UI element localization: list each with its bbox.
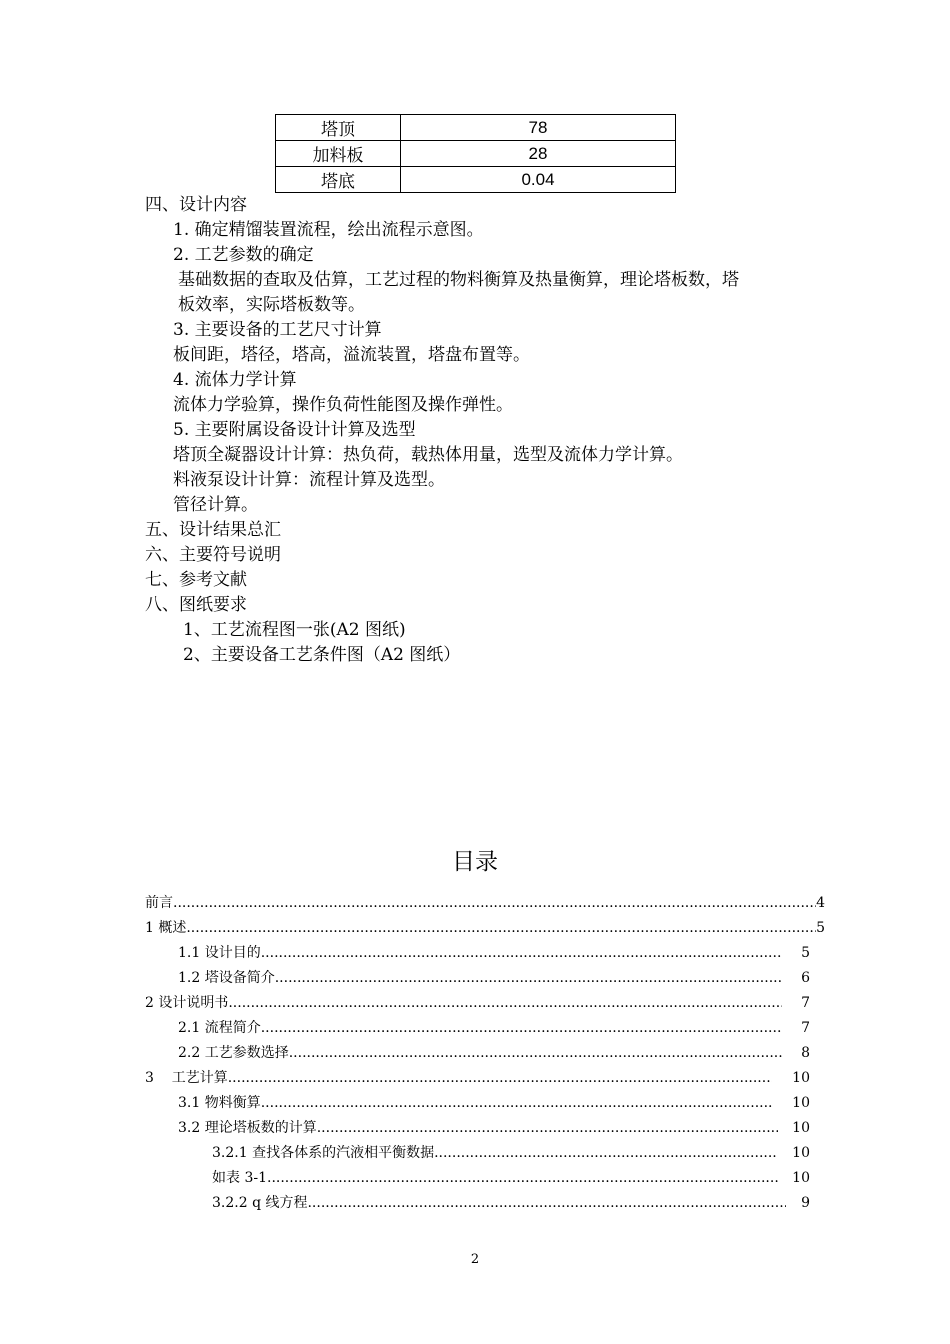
table-row xyxy=(276,115,676,141)
toc-entry[interactable] xyxy=(178,944,810,962)
toc-leader xyxy=(434,1144,778,1162)
toc-entry-label: 2 设计说明书 xyxy=(145,995,229,1011)
toc-entry-page: 9 xyxy=(801,1195,810,1211)
toc-leader xyxy=(307,1194,786,1212)
toc-leader xyxy=(267,1169,778,1187)
toc-entry-page: 10 xyxy=(792,1120,810,1136)
section-heading: 八、图纸要求 xyxy=(145,595,247,615)
list-item: 2、主要设备工艺条件图（A2 图纸） xyxy=(183,645,461,665)
toc-entry-page: 5 xyxy=(801,945,810,961)
toc-entry-label: 1 概述 xyxy=(145,920,187,936)
toc-entry-label: 2.1 流程简介 xyxy=(178,1020,261,1036)
paragraph-line: 塔顶全凝器设计计算：热负荷，载热体用量，选型及流体力学计算。 xyxy=(173,445,683,465)
toc-entry-label: 3.2 理论塔板数的计算 xyxy=(178,1120,317,1136)
paragraph-line: 基础数据的查取及估算，工艺过程的物料衡算及热量衡算，理论塔板数，塔 xyxy=(178,270,739,290)
toc-entry[interactable] xyxy=(145,994,810,1012)
toc-entry-page: 10 xyxy=(792,1145,810,1161)
toc-entry-label: 3.1 物料衡算 xyxy=(178,1095,261,1111)
toc-entry-page: 6 xyxy=(801,970,810,986)
paragraph-line: 料液泵设计计算：流程计算及选型。 xyxy=(173,470,445,490)
section-heading: 四、设计内容 xyxy=(145,195,247,215)
paragraph-line: 板效率，实际塔板数等。 xyxy=(178,295,365,315)
list-item: 2. 工艺参数的确定 xyxy=(173,245,314,265)
paragraph-line: 板间距，塔径，塔高，溢流装置，塔盘布置等。 xyxy=(173,345,530,365)
table-cell-label: 加料板 xyxy=(276,141,401,167)
paragraph-line: 管径计算。 xyxy=(173,495,258,515)
toc-entry[interactable] xyxy=(212,1144,810,1162)
toc-entry-page: 10 xyxy=(792,1170,810,1186)
toc-entry-label: 3.2.1 查找各体系的汽液相平衡数据 xyxy=(212,1145,435,1161)
toc-leader xyxy=(289,1044,782,1062)
toc-leader xyxy=(261,944,782,962)
toc-entry-label: 1.2 塔设备简介 xyxy=(178,970,275,986)
toc-title: 目录 xyxy=(452,849,498,875)
table-row xyxy=(276,141,676,167)
toc-entry-page: 10 xyxy=(792,1070,810,1086)
section-heading: 七、参考文献 xyxy=(145,570,247,590)
toc-entry[interactable] xyxy=(178,1094,810,1112)
section-heading: 五、设计结果总汇 xyxy=(145,520,281,540)
toc-entry[interactable] xyxy=(145,919,825,937)
toc-entry-page: 8 xyxy=(801,1045,810,1061)
table-cell-label: 塔底 xyxy=(276,167,401,193)
list-item: 5. 主要附属设备设计计算及选型 xyxy=(173,420,416,440)
toc-leader xyxy=(275,969,782,987)
list-item: 1. 确定精馏装置流程，绘出流程示意图。 xyxy=(173,220,484,240)
toc-entry-label: 1.1 设计目的 xyxy=(178,945,261,961)
table-cell-label: 塔顶 xyxy=(276,115,401,141)
toc-entry-page: 10 xyxy=(792,1095,810,1111)
toc-entry-page: 5 xyxy=(816,920,825,936)
toc-entry[interactable] xyxy=(178,1019,810,1037)
toc-leader xyxy=(317,1119,778,1137)
toc-leader xyxy=(228,994,782,1012)
page-number: 2 xyxy=(470,1252,480,1267)
list-item: 4. 流体力学计算 xyxy=(173,370,297,390)
toc-entry[interactable] xyxy=(178,1044,810,1062)
section-heading: 六、主要符号说明 xyxy=(145,545,281,565)
table-row xyxy=(276,167,676,193)
toc-entry[interactable] xyxy=(212,1169,810,1187)
toc-leader xyxy=(261,1019,782,1037)
list-item: 3. 主要设备的工艺尺寸计算 xyxy=(173,320,382,340)
paragraph-line: 流体力学验算，操作负荷性能图及操作弹性。 xyxy=(173,395,513,415)
toc-entry-page: 7 xyxy=(801,1020,810,1036)
toc-entry[interactable] xyxy=(178,969,810,987)
toc-entry[interactable] xyxy=(178,1119,810,1137)
toc-entry-label: 3.2.2 q 线方程 xyxy=(212,1195,308,1211)
toc-leader xyxy=(173,894,816,912)
toc-leader xyxy=(261,1094,772,1112)
table-cell-value: 0.04 xyxy=(401,167,676,193)
toc-entry-page: 4 xyxy=(816,895,825,911)
toc-entry-label: 前言 xyxy=(145,895,173,911)
toc-entry[interactable] xyxy=(212,1194,810,1212)
toc-leader xyxy=(186,919,816,937)
toc-entry[interactable] xyxy=(145,894,825,912)
table-cell-value: 78 xyxy=(401,115,676,141)
temperature-table xyxy=(275,114,676,193)
toc-entry-label: 2.2 工艺参数选择 xyxy=(178,1045,289,1061)
toc-entry[interactable] xyxy=(145,1069,810,1087)
list-item: 1、工艺流程图一张(A2 图纸) xyxy=(183,620,406,640)
toc-entry-page: 7 xyxy=(801,995,810,1011)
toc-entry-label: 3 工艺计算 xyxy=(145,1070,228,1086)
table-cell-value: 28 xyxy=(401,141,676,167)
toc-entry-label: 如表 3-1 xyxy=(212,1170,267,1186)
toc-leader xyxy=(228,1069,772,1087)
